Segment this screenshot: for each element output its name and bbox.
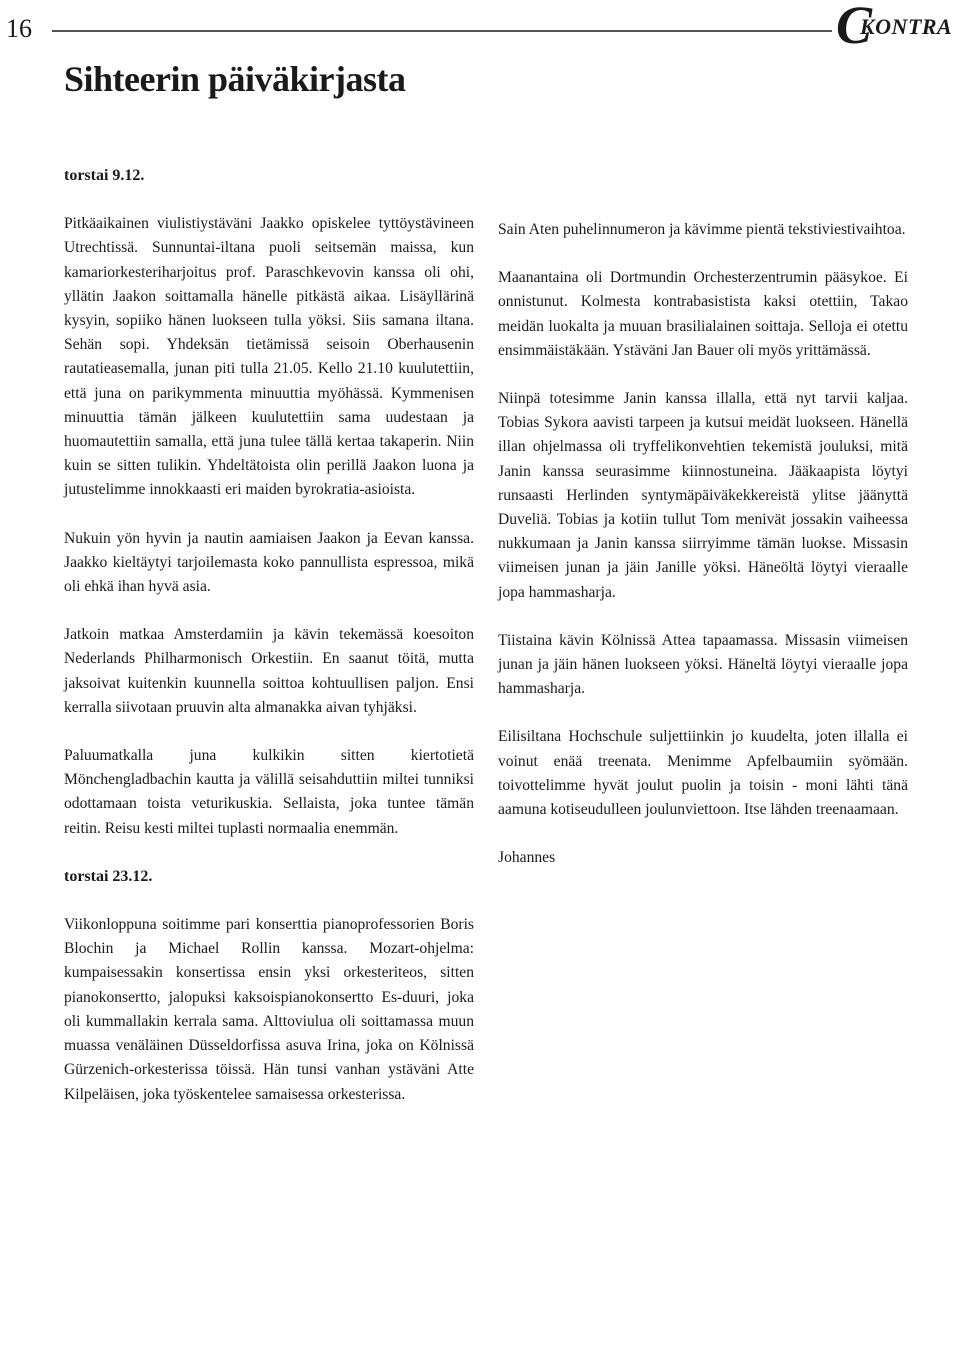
logo-initial: C (836, 0, 873, 55)
header-rule (52, 30, 832, 32)
paragraph: Jatkoin matkaa Amsterdamiin ja kävin tekemässä koesoiton Nederlands Philharmonisch Orkestiin. En saanut töitä, mutta jaksoivat kuitenkin kuunnella soittoa kohtuullisen paljon. Ensi kerralla siivotaan pruuvin alta almanakka aivan tyhjäksi. (64, 626, 474, 716)
paragraph: Maanantaina oli Dortmundin Orchesterzentrumin pääsykoe. Ei onnistunut. Kolmesta kontrabasistista kaksi otettiin, Takao meidän luokalta ja muuan brasilialainen soittaja. Selloja ei otettu ensimmäistäkään. Ystäväni Jan Bauer oli myös yrittämässä. (498, 269, 908, 359)
paragraph: Nukuin yön hyvin ja nautin aamiaisen Jaakon ja Eevan kanssa. Jaakko kieltäytyi tarjoilemasta koko pannullista espressoa, mikä oli ehkä ihan hyvä asia. (64, 529, 474, 596)
paragraph: Tiistaina kävin Kölnissä Attea tapaamassa. Missasin viimeisen junan ja jäin hänen luokseen yöksi. Häneltä löytyi vieraalle jopa hammasharja. (498, 631, 908, 698)
paragraph: Paluumatkalla juna kulkikin sitten kiertotietä Mönchengladbachin kautta ja välillä seisahduttiin miltei tunniksi odottamaan toista veturikuskia. Sellaista, joka tuntee tämän reitin. Reisu kesti miltei tuplasti normaalia enemmän. (64, 747, 474, 837)
entry-date: torstai 23.12. (64, 867, 153, 885)
entry-date: torstai 9.12. (64, 167, 145, 184)
paragraph: Pitkäaikainen viulistiystäväni Jaakko opiskelee tyttöystävineen Utrechtissä. Sunnuntai-iltana puoli seitsemän maissa, kun kamariorkesteriharjoitus prof. Paraschkevovin kanssa oli ohi, yllätin Jaakon soittamalla hänelle pitkästä aikaa. Lisäyllärinä kysyin, sopiiko hänen luokseen tulla yöksi. Siis samana iltana. Sehän sopi. Yhdeksän tietämissä seisoin Oberhausenin rautatieasemalla, junan piti tulla 21.05. Kello 21.10 kuulutettiin, että juna on parikymmenta minuuttia myöhässä. Kymmenisen minuuttia tämän jälkeen kuulutettiin sama uudestaan ja huomautettiin samalla, että juna tulee tällä kertaa takaperin. Niin kuin se sitten tulikin. Yhdeltätoista olin perillä Jaakon luona ja jutustelimme innokkaasti eri maiden byrokratia-asioista. (64, 215, 474, 499)
paragraph: Niinpä totesimme Janin kanssa illalla, että nyt tarvii kaljaa. Tobias Sykora aavisti tarpeen ja kutsui meidät luokseen. Hänellä illan ohjelmassa oli tryffelikonvehtien tekemistä jouluksi, mitä Janin kanssa seurasimme kiinnostuneina. Jääkaapista löytyi runsaasti Herlinden syntymäpäiväkekkereistä ylitse jäänyttä Duveliä. Tobias ja kotiin tullut Tom menivät jossakin vaiheessa nukkumaan ja Janin kanssa siirryimme tämän luokse. Missasin viimeisen junan ja jäin Janille yöksi. Häneöltä löytyi vieraalle jopa hammasharja. (498, 390, 908, 601)
paragraph: Viikonloppuna soitimme pari konserttia pianoprofessorien Boris Blochin ja Michael Rollin kanssa. Mozart-ohjelma: kumpaisessakin konsertissa ensin yksi orkesteriteos, sitten pianokonsertto, jalopuksi kaksoispianokonsertto Es-duuri, joka oli kummallakin kerrala sama. Alttoviulua oli soittamassa muun muassa venäläinen Düsseldorfissa asuva Irina, joka on Kölnissä Gürzenich-orkesterissa töissä. Hän tunsi vanhan ystäväni Atte Kilpeläisen, joka työskentelee samaisessa orkesterissa. (64, 916, 474, 1103)
page-number: 16 (6, 14, 32, 43)
logo-text: KONTRA (860, 14, 953, 39)
paragraph: Sain Aten puhelinnumeron ja kävimme pientä tekstiviestivaihtoa. (498, 221, 906, 238)
kontra-logo (836, 0, 956, 55)
paragraph: Eilisiltana Hochschule suljettiinkin jo kuudelta, joten illalla ei voinut enää treenata. Menimme Apfelbaumiin syömään. toivottelimme hyvät joulut puolin ja toisin - moni lähti tänä aamuna kotiseudulleen joulunviettoon. Itse lähden treenaamaan. (498, 728, 908, 819)
signature: Johannes (498, 849, 556, 867)
left-column (64, 164, 474, 1131)
right-column (498, 218, 908, 894)
page-title: Sihteerin päiväkirjasta (64, 59, 406, 99)
